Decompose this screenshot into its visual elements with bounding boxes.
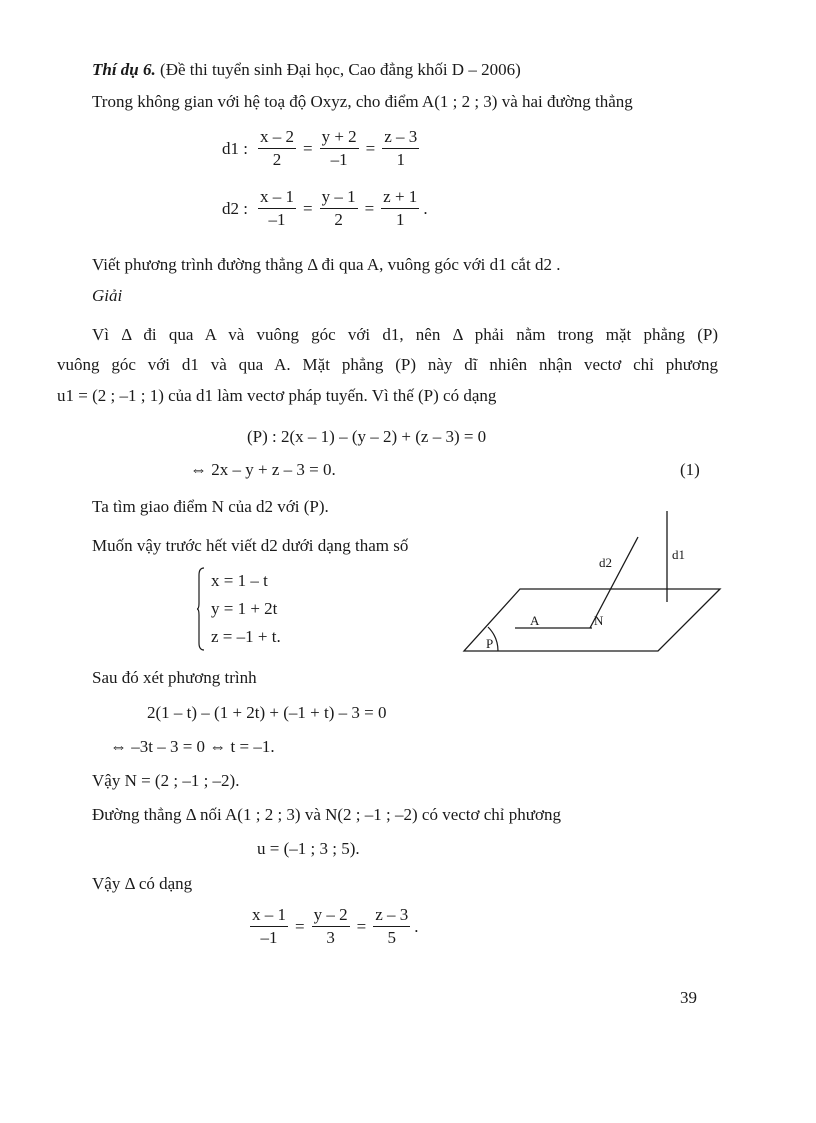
find-n-text: Ta tìm giao điểm N của d2 với (P).	[92, 497, 329, 516]
label-p: P	[486, 636, 494, 651]
example-heading	[92, 60, 521, 80]
label-d1: d1	[672, 547, 685, 562]
d1-frac-y: $\frac{y + 2}{-1}$	[321, 127, 357, 169]
example-intro: Trong không gian với hệ toạ độ Oxyz, cho điểm A(1 ; 2 ; 3) và hai đường thẳng	[92, 92, 633, 111]
param-intro-text: Muốn vậy trước hết viết d2 dưới dạng tham số	[92, 536, 409, 555]
d2-end: .	[423, 198, 428, 218]
d1-frac-z: $\frac{z - 3}{1}$	[384, 127, 418, 169]
system-brace	[197, 567, 205, 651]
example-title: Thí dụ 6.	[92, 60, 156, 79]
d2-label: d2 :	[222, 198, 248, 218]
para1-line1: Vì Δ đi qua A và vuông góc với d1, nên Δ phải nằm trong mặt phẳng (P)	[92, 325, 718, 344]
line-an-text: Đường thẳng Δ nối A(1 ; 2 ; 3) và N(2 ; –1 ; –2) có vectơ chỉ phương	[92, 805, 561, 824]
final-frac-y: $\frac{y - 2}{3}$	[313, 905, 348, 947]
final-end: .	[414, 916, 419, 936]
para1-line2: vuông góc với d1 và qua A. Mặt phẳng (P) này dĩ nhiên nhận vectơ chỉ phương	[57, 355, 718, 374]
para1-line3: u1 = (2 ; –1 ; 1) của d1 làm vectơ pháp tuyến. Vì thế (P) có dạng	[57, 386, 497, 405]
result-n: Vậy N = (2 ; –1 ; –2).	[92, 771, 240, 790]
d1-frac-x: $\frac{x - 2}{2}$	[259, 127, 294, 169]
label-a: A	[530, 613, 540, 628]
then-text: Sau đó xét phương trình	[92, 668, 257, 687]
page-number: 39	[680, 988, 697, 1007]
plane-equation-number: (1)	[680, 460, 700, 479]
plane-equation-1: (P) : 2(x – 1) – (y – 2) + (z – 3) = 0	[247, 427, 487, 446]
example-source: (Đề thi tuyển sinh Đại học, Cao đẳng khối D – 2006)	[160, 60, 521, 79]
task-text: Viết phương trình đường thẳng Δ đi qua A, vuông góc với d1 cắt d2 .	[92, 255, 561, 274]
d2-frac-z: $\frac{z + 1}{1}$	[383, 187, 418, 229]
final-frac-z: $\frac{z - 3}{5}$	[375, 905, 409, 947]
system-line-z: z = –1 + t.	[211, 627, 281, 646]
final-frac-x: $\frac{x - 1}{-1}$	[252, 905, 286, 947]
label-n: N	[594, 613, 604, 628]
label-d2: d2	[599, 555, 612, 570]
plane-equation-2: ⇔ 2x – y + z – 3 = 0.	[190, 460, 336, 479]
plane-figure	[458, 505, 730, 665]
d1-label: d1 :	[222, 138, 248, 158]
equation-a: 2(1 – t) – (1 + 2t) + (–1 + t) – 3 = 0	[147, 703, 387, 722]
vector-u: u = (–1 ; 3 ; 5).	[257, 839, 360, 858]
d2-frac-y: $\frac{y - 1}{2}$	[321, 187, 356, 229]
system-line-x: x = 1 – t	[211, 571, 268, 590]
final-equation: $\frac{x - 1}{-1}$ = $\frac{y - 2}{3}$ = $\frac{z - 3}{5}$ .	[252, 905, 419, 947]
d1-equation: d1 : $\frac{x - 2}{2}$ = $\frac{y + 2}{-1}$ = $\frac{z - 3}{1}$	[222, 127, 418, 169]
plane-p	[464, 589, 720, 651]
form-intro-text: Vậy Δ có dạng	[92, 874, 193, 893]
d2-frac-x: $\frac{x - 1}{-1}$	[259, 187, 294, 229]
d2-equation: d2 : $\frac{x - 1}{-1}$ = $\frac{y - 1}{2}$ = $\frac{z + 1}{1}$ .	[222, 187, 428, 229]
system-line-y: y = 1 + 2t	[211, 599, 278, 618]
solution-label: Giải	[92, 286, 123, 305]
equation-b: ⇔ –3t – 3 = 0 ⇔ t = –1.	[110, 737, 275, 756]
